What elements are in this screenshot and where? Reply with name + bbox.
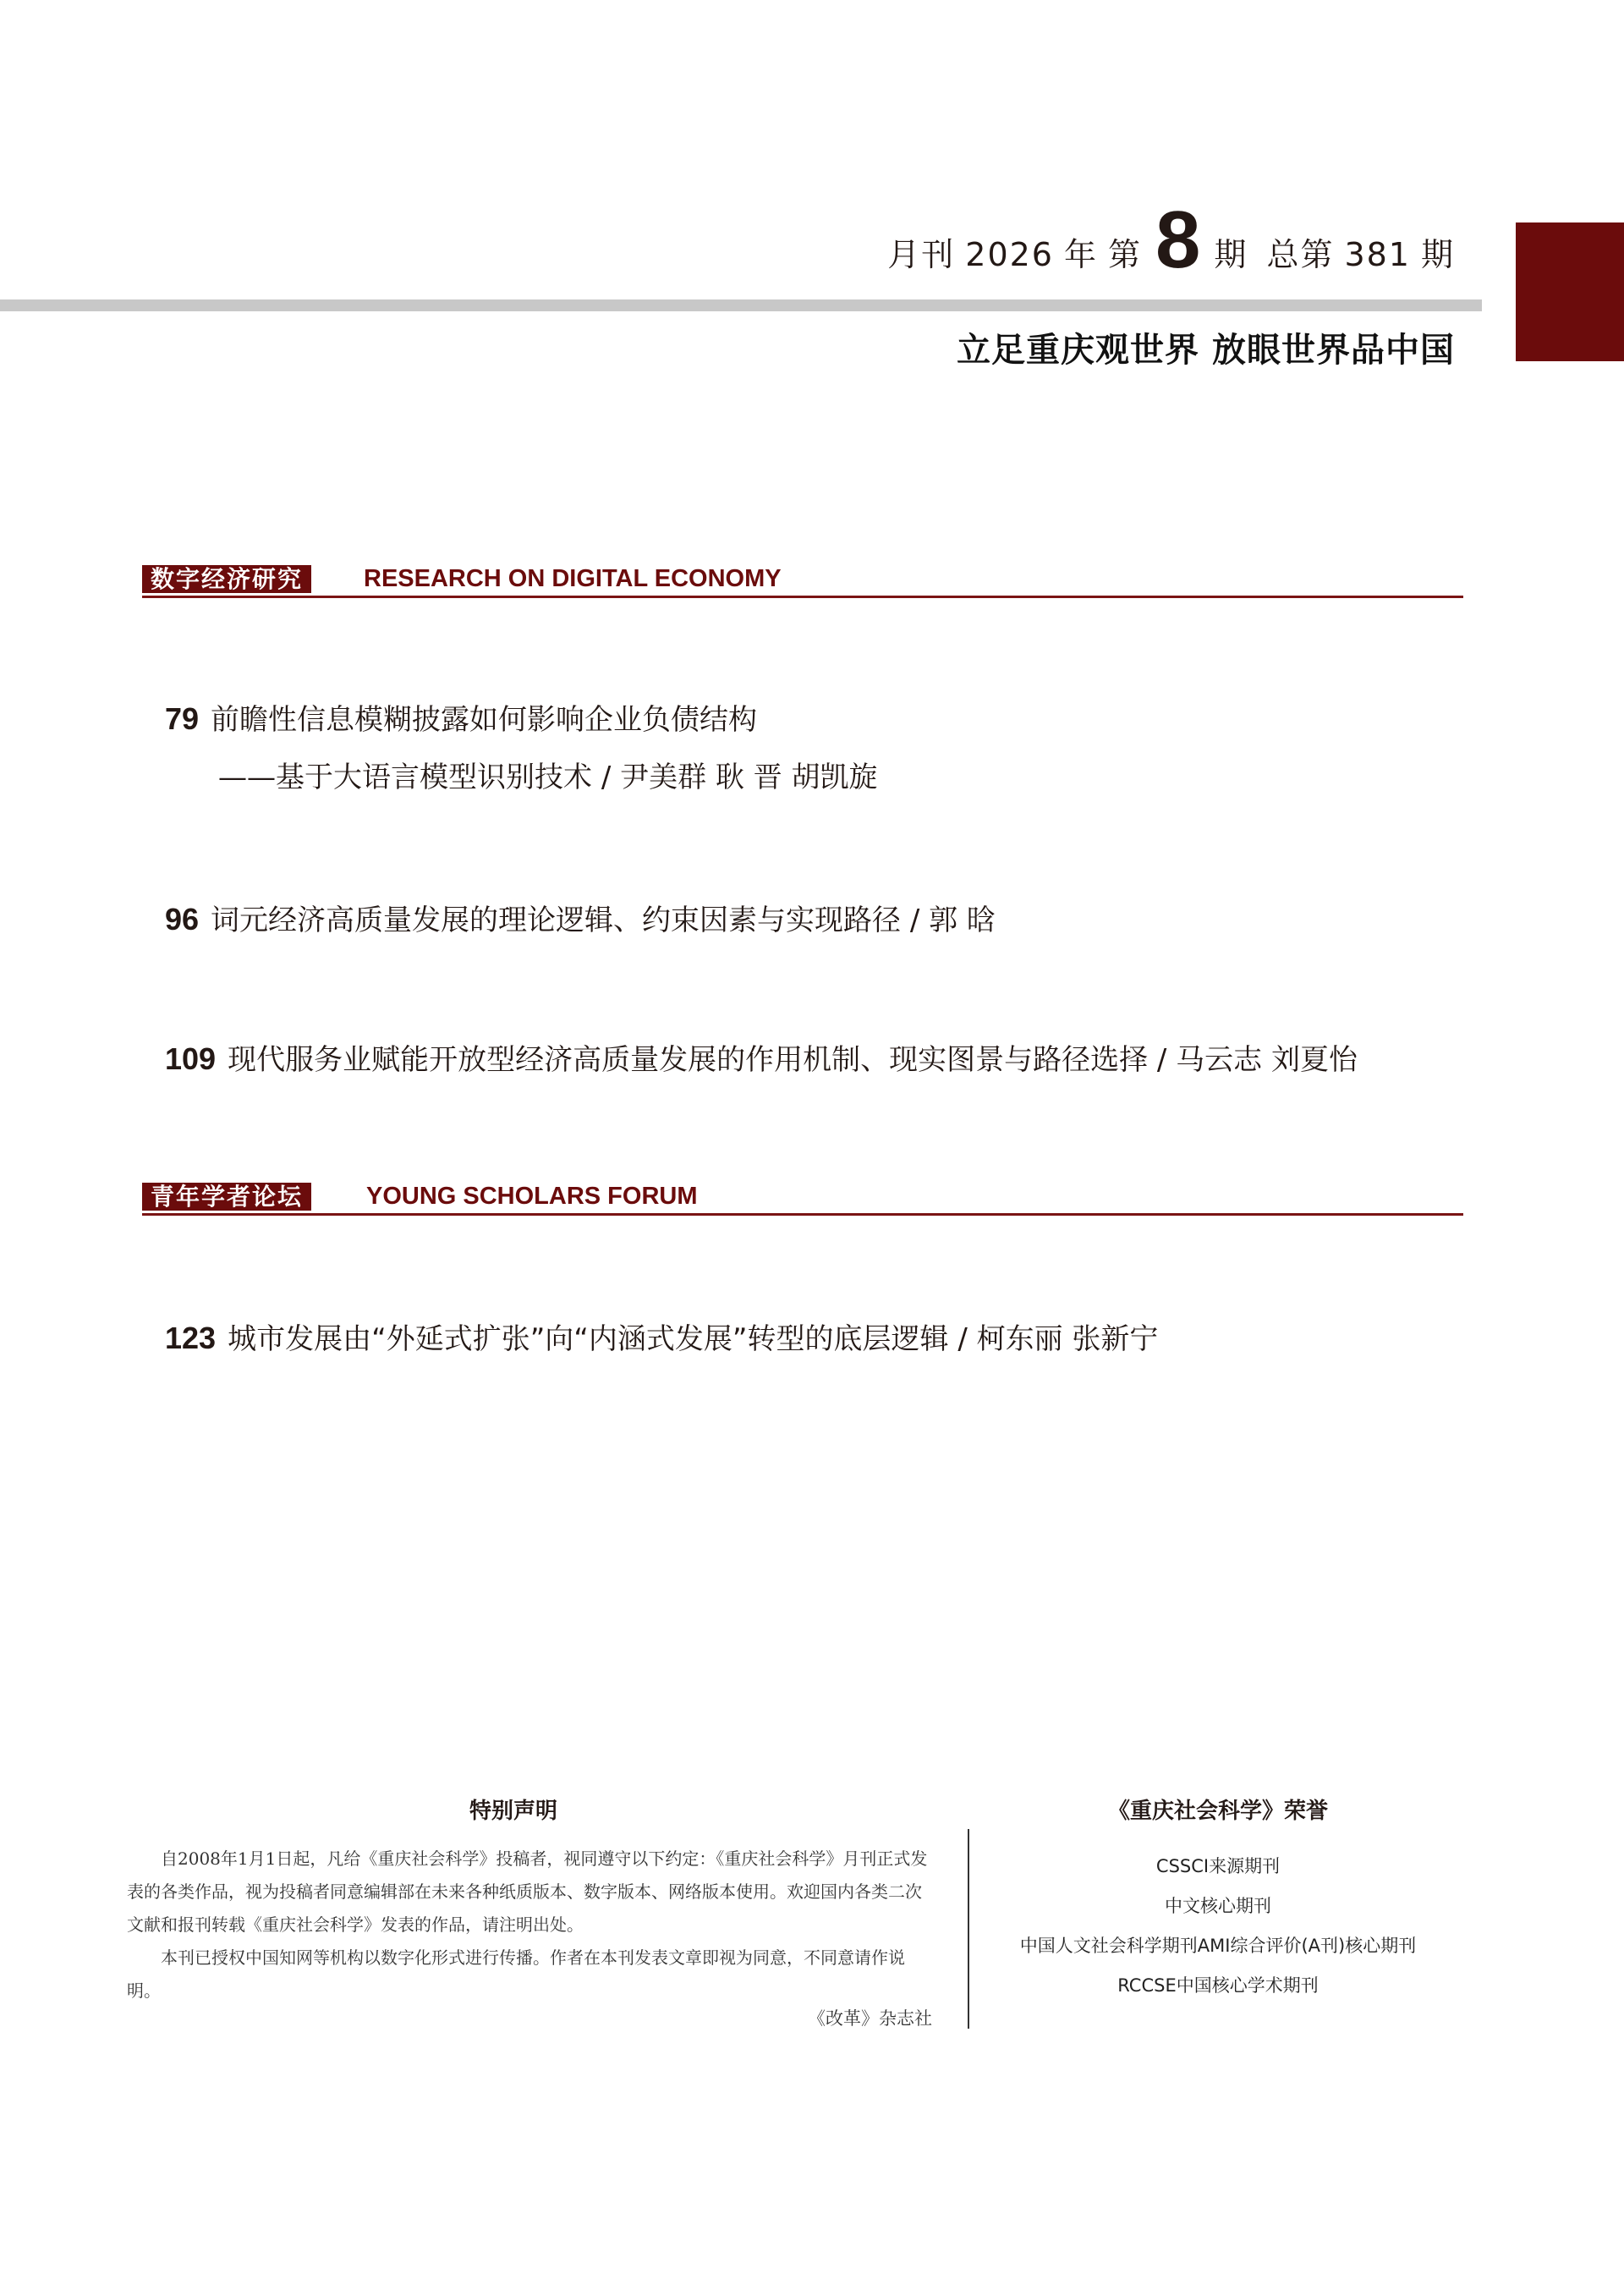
toc-entry[interactable] xyxy=(165,1041,1358,1078)
footer-divider xyxy=(968,1829,969,2029)
notice-paragraph: 自2008年1月1日起，凡给《重庆社会科学》投稿者，视同遵守以下约定：《重庆社会科学》月刊正式发表的各类作品，视为投稿者同意编辑部在未来各种纸质版本、数字版本、网络版本使用。欢迎国内各类二次文献和报刊转载《重庆社会科学》发表的作品，请注明出处。 xyxy=(127,1848,928,1935)
article-title: 城市发展由“外延式扩张”向“内涵式发展”转型的底层逻辑 / 柯东丽 张新宁 xyxy=(228,1322,1159,1356)
article-subtitle: ——基于大语言模型识别技术 xyxy=(218,761,592,794)
article-authors: / 尹美群 耿 晋 胡凯旋 xyxy=(601,761,878,794)
section-header-digital-economy xyxy=(142,565,1463,598)
total-prefix: 总第 xyxy=(1266,236,1335,273)
issue-suffix: 期 xyxy=(1214,236,1248,273)
section-header-young-scholars xyxy=(142,1183,1463,1216)
honor-item: RCCSE中国核心学术期刊 xyxy=(1117,1975,1319,1996)
honor-item: 中文核心期刊 xyxy=(1165,1896,1271,1916)
total-suffix: 期 xyxy=(1420,236,1455,273)
toc-entry[interactable] xyxy=(165,901,996,938)
monthly-label: 月刊 xyxy=(887,236,956,273)
issue-prefix: 第 xyxy=(1108,236,1143,273)
article-title: 词元经济高质量发展的理论逻辑、约束因素与实现路径 / 郭 晗 xyxy=(211,904,996,937)
article-subtitle-line xyxy=(218,761,878,795)
section-title-en: RESEARCH ON DIGITAL ECONOMY xyxy=(364,565,782,592)
issue-year: 2026 xyxy=(965,236,1054,273)
honor-item: CSSCI来源期刊 xyxy=(1155,1856,1281,1876)
issue-number: 8 xyxy=(1155,195,1201,285)
issue-line xyxy=(887,195,1455,285)
notice-body xyxy=(127,1843,935,2008)
section-title-cn: 青年学者论坛 xyxy=(142,1183,311,1211)
toc-entry[interactable] xyxy=(165,700,757,738)
header-divider-bar xyxy=(0,299,1482,311)
section-title-en: YOUNG SCHOLARS FORUM xyxy=(366,1183,698,1210)
page-number: 123 xyxy=(165,1321,217,1355)
toc-entry[interactable] xyxy=(165,1320,1158,1357)
page-number: 96 xyxy=(165,902,200,937)
notice-paragraph: 本刊已授权中国知网等机构以数字化形式进行传播。作者在本刊发表文章即视为同意，不同意请作说明。 xyxy=(127,1947,905,2001)
honors-title: 《重庆社会科学》荣誉 xyxy=(1107,1799,1328,1824)
journal-slogan: 立足重庆观世界 放眼世界品中国 xyxy=(957,330,1455,370)
notice-signature: 《改革》杂志社 xyxy=(808,2008,932,2029)
honor-item: 中国人文社会科学期刊AMI综合评价(A刊)核心期刊 xyxy=(1019,1936,1417,1956)
article-title: 现代服务业赋能开放型经济高质量发展的作用机制、现实图景与路径选择 / 马云志 刘夏怡 xyxy=(228,1043,1358,1077)
notice-title: 特别声明 xyxy=(469,1799,558,1824)
total-number: 381 xyxy=(1344,236,1411,273)
page-number: 79 xyxy=(165,701,200,736)
article-title: 前瞻性信息模糊披露如何影响企业负债结构 xyxy=(211,703,758,737)
section-title-cn: 数字经济研究 xyxy=(142,565,311,593)
page-number: 109 xyxy=(165,1041,217,1076)
edge-tab-block xyxy=(1516,222,1624,361)
year-suffix: 年 xyxy=(1064,236,1099,273)
